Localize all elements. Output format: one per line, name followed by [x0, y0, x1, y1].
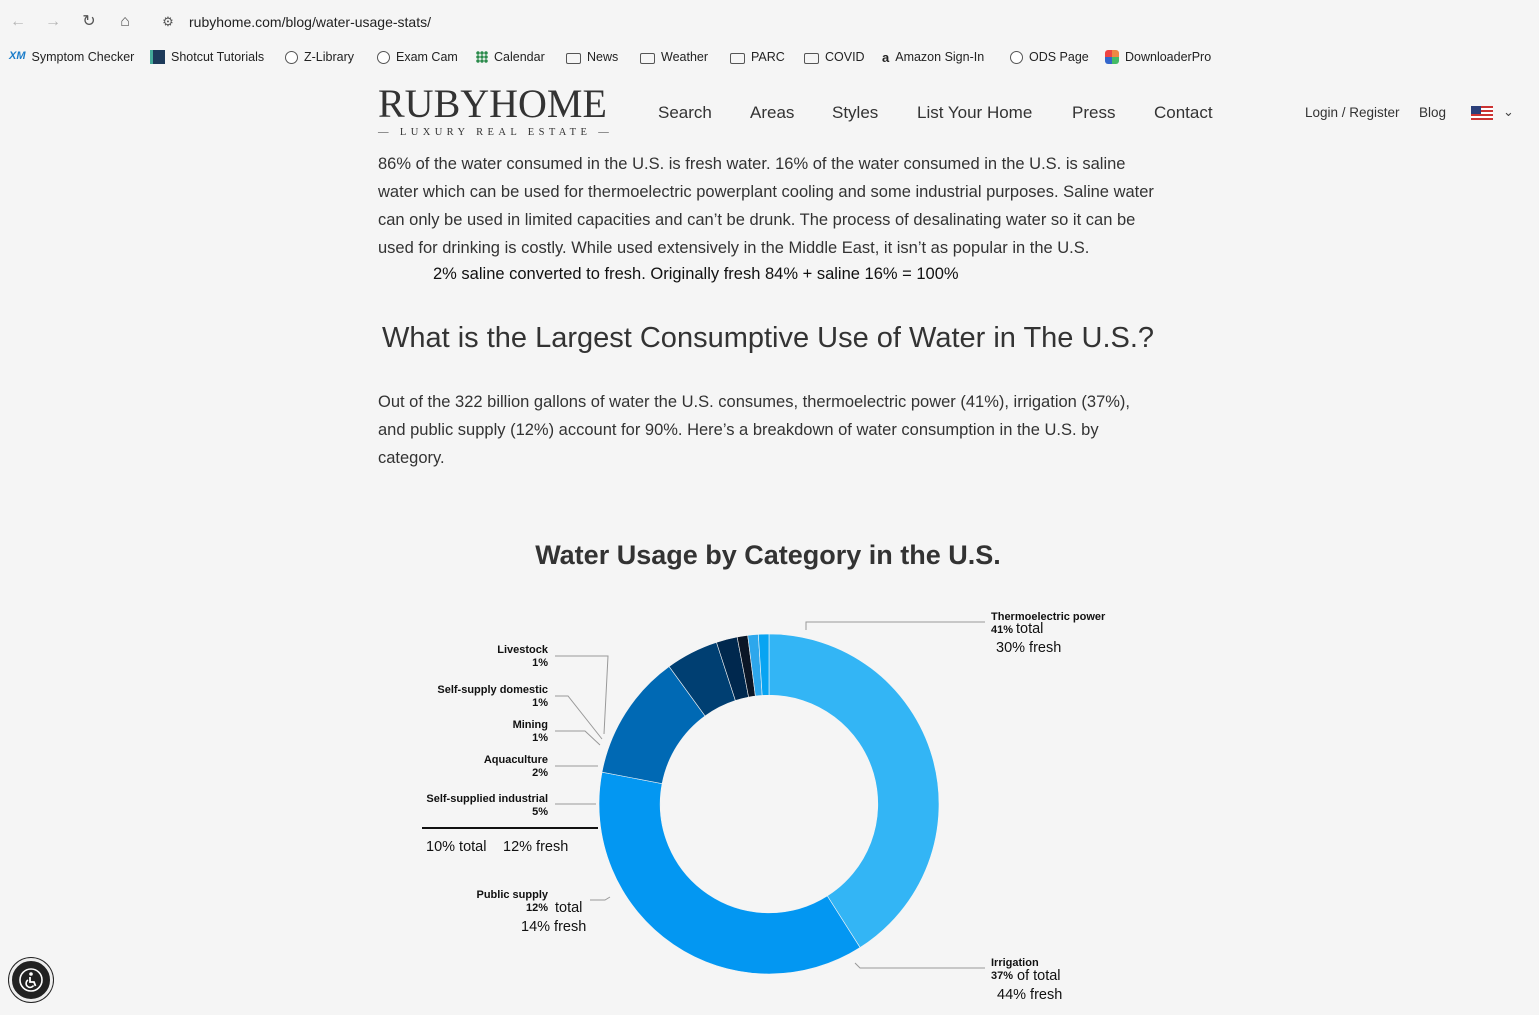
url-field[interactable]: rubyhome.com/blog/water-usage-stats/ [189, 14, 431, 30]
bookmark-calendar[interactable]: Calendar [476, 50, 545, 64]
logo-wordmark: RUBYHOME [378, 81, 607, 126]
label-public-name: Public supply [476, 889, 548, 901]
accessibility-button[interactable] [9, 958, 53, 1002]
label-industrial-name: Self-supplied industrial [426, 793, 548, 805]
reload-icon[interactable]: ↻ [82, 13, 96, 30]
leader-thermo [806, 622, 985, 630]
bookmark-shotcut[interactable]: Shotcut Tutorials [150, 50, 264, 64]
nav-areas[interactable]: Areas [750, 103, 795, 122]
nav-styles[interactable]: Styles [832, 103, 879, 122]
leader-irrigation [855, 963, 985, 968]
bookmark-news[interactable]: News [566, 50, 618, 64]
bookmark-parc[interactable]: PARC [730, 50, 785, 64]
label-livestock-name: Livestock [497, 644, 548, 656]
nav-search[interactable]: Search [658, 103, 712, 122]
logo-tagline: — LUXURY REAL ESTATE — [378, 127, 614, 138]
bookmark-ods[interactable]: ODS Page [1010, 50, 1089, 64]
paragraph-fresh-water: 86% of the water consumed in the U.S. is fresh water. 16% of the water consumed in the U.S. is saline water which can be used for thermoelectric powerplant cooling and some industrial purposes. Saline water can only be used in limited capacities and can’t be drunk. The process of desalinating water so it can be used for drinking is costly. While used extensively in the Middle East, it isn’t as popular in the U.S. [378, 155, 1154, 257]
label-mining-name: Mining [512, 719, 548, 731]
label-aquaculture-value: 2% [532, 767, 548, 779]
label-industrial-value: 5% [532, 806, 548, 818]
nav-press[interactable]: Press [1072, 103, 1116, 122]
nav-contact[interactable]: Contact [1154, 103, 1213, 122]
annot-group-fresh: 12% fresh [503, 839, 569, 855]
nav-list-your-home[interactable]: List Your Home [917, 103, 1033, 122]
chart-title: Water Usage by Category in the U.S. [535, 540, 1001, 570]
label-domestic-value: 1% [532, 697, 548, 709]
leader-livestock [555, 656, 608, 734]
section-heading: What is the Largest Consumptive Use of Water in The U.S.? [381, 322, 1155, 354]
accessibility-icon [19, 968, 43, 992]
bookmark-zlibrary[interactable]: Z-Library [285, 50, 354, 64]
leader-domestic [555, 696, 602, 739]
annot-group-total: 10% total [426, 839, 487, 855]
back-icon[interactable]: ← [10, 13, 26, 30]
bookmark-symptom-checker[interactable]: XM Symptom Checker [9, 50, 135, 64]
label-irrigation-value: 37% [991, 970, 1014, 982]
label-thermo-name: Thermoelectric power [991, 611, 1106, 623]
login-register-link[interactable]: Login / Register [1305, 105, 1400, 120]
bookmark-weather[interactable]: Weather [640, 50, 708, 64]
home-icon[interactable]: ⌂ [120, 13, 130, 30]
label-mining-value: 1% [532, 732, 548, 744]
label-thermo-value: 41% [991, 624, 1014, 636]
annot-irrigation-fresh: 44% fresh [997, 987, 1063, 1003]
paragraph-consumption: Out of the 322 billion gallons of water the U.S. consumes, thermoelectric power (41%), irrigation (37%), and public supply (12%) account for 90%. Here’s a breakdown of water consumption in the U.S. by category. [378, 393, 1131, 467]
leader-public [590, 897, 610, 900]
bookmark-downloaderpro[interactable]: DownloaderPro [1105, 50, 1211, 64]
forward-icon[interactable]: → [45, 13, 61, 30]
slice-irrigation [599, 772, 860, 974]
leader-mining [555, 731, 600, 745]
amazon-icon: a [882, 50, 890, 65]
site-settings-icon[interactable]: ⚙ [162, 14, 174, 29]
label-aquaculture-name: Aquaculture [483, 754, 548, 766]
blog-link[interactable]: Blog [1419, 105, 1447, 120]
annot-public-total: total [555, 900, 583, 916]
xm-icon: XM [9, 50, 26, 62]
bookmark-covid[interactable]: COVID [804, 50, 865, 64]
label-public-value: 12% [525, 902, 548, 914]
annot-irrigation-total: of total [1017, 968, 1061, 984]
label-livestock-value: 1% [532, 657, 548, 669]
label-irrigation-name: Irrigation [991, 957, 1039, 969]
annot-public-fresh: 14% fresh [521, 919, 587, 935]
annot-thermo-total: total [1016, 621, 1044, 637]
bookmark-exam-cam[interactable]: Exam Cam [377, 50, 458, 64]
label-domestic-name: Self-supply domestic [437, 684, 548, 696]
handwritten-annotation: 2% saline converted to fresh. Originally fresh 84% + saline 16% = 100% [433, 265, 959, 283]
annot-thermo-fresh: 30% fresh [996, 640, 1062, 656]
slice-thermoelectric-power [769, 634, 939, 948]
bookmark-amazon[interactable]: a Amazon Sign-In [882, 50, 985, 65]
chevron-down-icon[interactable]: ⌄ [1503, 104, 1514, 119]
